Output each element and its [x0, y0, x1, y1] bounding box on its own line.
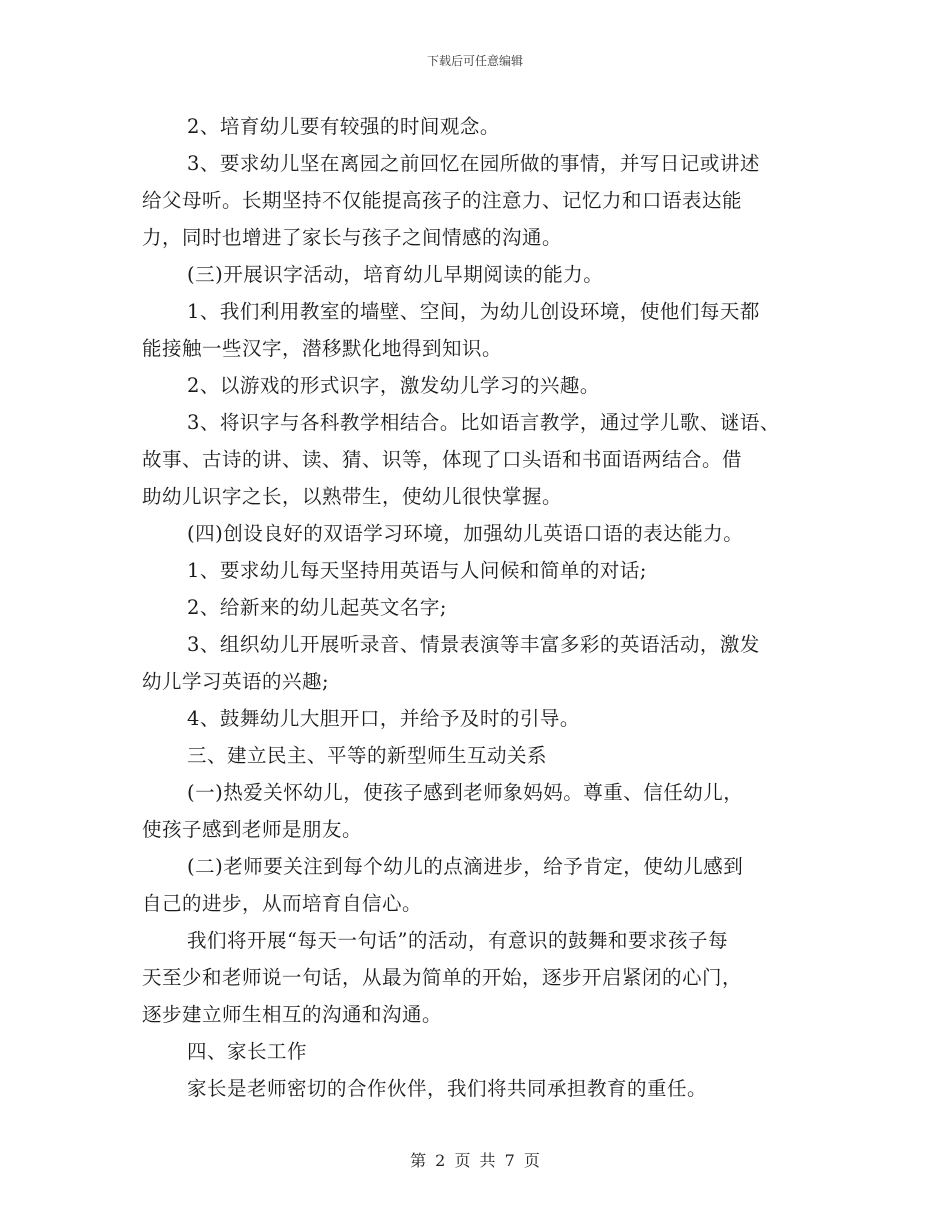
document-body	[142, 108, 832, 1107]
page-header-note: 下载后可任意编辑	[426, 54, 523, 68]
text-line: 使孩子感到老师是朋友。	[142, 818, 363, 841]
text-line: 4、鼓舞幼儿大胆开口，并给予及时的引导。	[187, 707, 580, 730]
text-line: 2、给新来的幼儿起英文名字;	[187, 596, 447, 619]
text-line: 我们将开展“每天一句话”的活动，有意识的鼓舞和要求孩子每	[187, 929, 728, 952]
text-line: 逐步建立师生相互的沟通和沟通。	[142, 1003, 443, 1026]
text-line: (二)老师要关注到每个幼儿的点滴进步，给予肯定，使幼儿感到	[187, 855, 744, 878]
text-line: 自己的进步，从而培育自信心。	[142, 892, 423, 915]
text-line: 能接触一些汉字，潜移默化地得到知识。	[142, 337, 503, 360]
text-line: 3、将识字与各科教学相结合。比如语言教学，通过学儿歌、谜语、	[187, 411, 780, 434]
text-line: 2、以游戏的形式识字，激发幼儿学习的兴趣。	[187, 374, 600, 397]
text-line: 故事、古诗的讲、读、猜、识等，体现了口头语和书面语两结合。借	[142, 448, 743, 471]
text-line: 3、组织幼儿开展听录音、情景表演等丰富多彩的英语活动，激发	[187, 633, 760, 656]
page-number: 第 2 页 共 7 页	[410, 1151, 540, 1170]
text-line: 2、培育幼儿要有较强的时间观念。	[187, 115, 500, 138]
text-line: 力，同时也增进了家长与孩子之间情感的沟通。	[142, 226, 563, 249]
text-line: 幼儿学习英语的兴趣;	[142, 670, 330, 693]
text-line: 1、我们利用教室的墙壁、空间，为幼儿创设环境，使他们每天都	[187, 300, 760, 323]
text-line: 助幼儿识字之长，以熟带生，使幼儿很快掌握。	[142, 485, 563, 508]
text-line: 3、要求幼儿坚在离园之前回忆在园所做的事情，并写日记或讲述	[187, 152, 760, 175]
text-line: (一)热爱关怀幼儿，使孩子感到老师象妈妈。尊重、信任幼儿，	[187, 781, 744, 804]
text-line: 四、家长工作	[187, 1040, 308, 1063]
text-line: (四)创设良好的双语学习环境，加强幼儿英语口语的表达能力。	[187, 522, 744, 545]
text-line: 三、建立民主、平等的新型师生互动关系	[187, 744, 548, 767]
text-line: 给父母听。长期坚持不仅能提高孩子的注意力、记忆力和口语表达能	[142, 189, 743, 212]
text-line: (三)开展识字活动，培育幼儿早期阅读的能力。	[187, 263, 604, 286]
text-line: 天至少和老师说一句话，从最为简单的开始，逐步开启紧闭的心门，	[142, 966, 743, 989]
text-line: 1、要求幼儿每天坚持用英语与人问候和简单的对话;	[187, 559, 647, 582]
text-line: 家长是老师密切的合作伙伴，我们将共同承担教育的重任。	[187, 1077, 708, 1100]
